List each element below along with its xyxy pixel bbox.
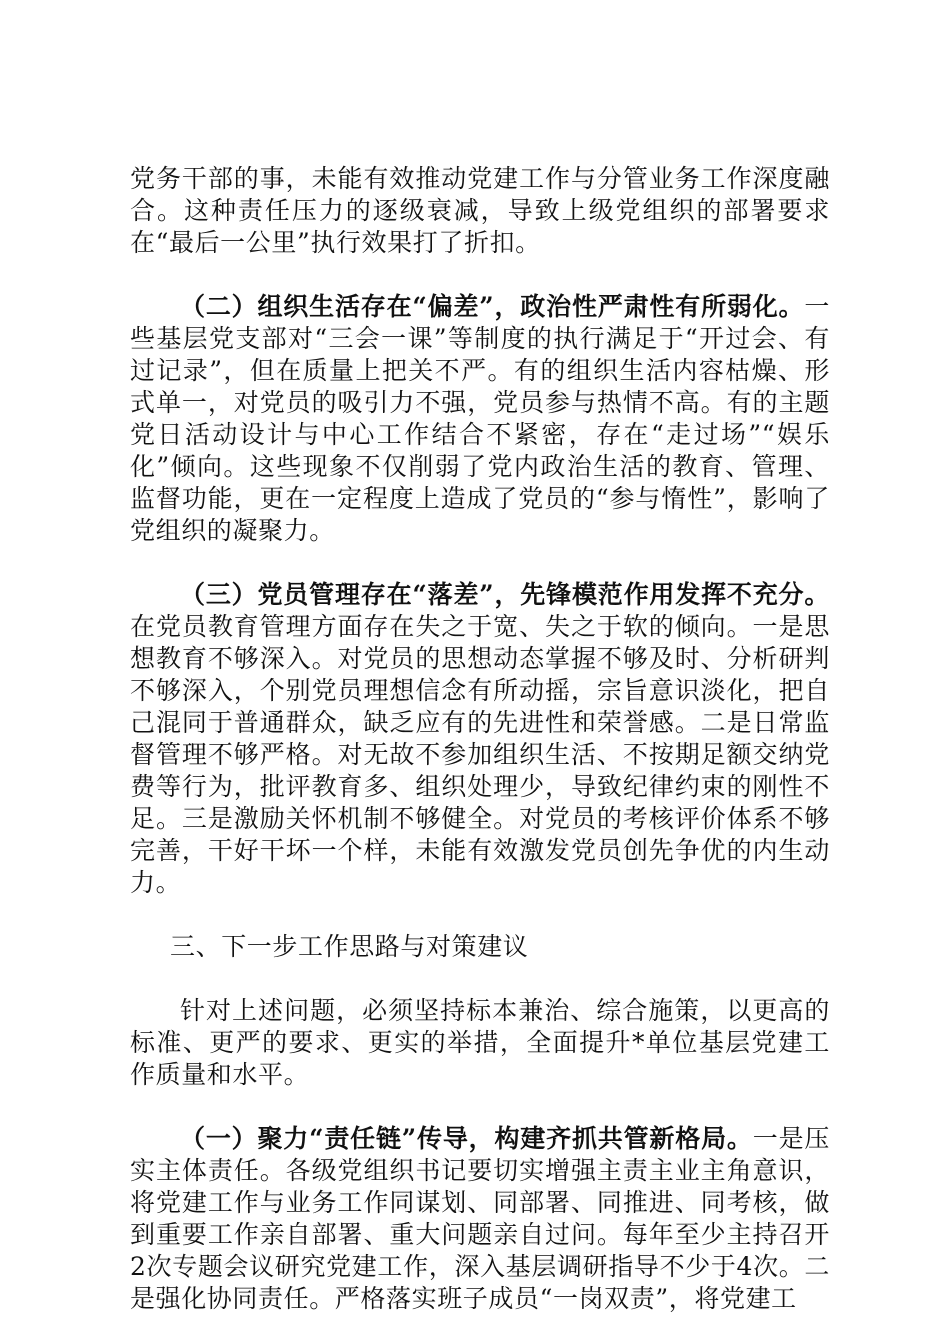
paragraph-text: 一是压实主体责任。各级党组织书记要切实增强主责主业主角意识，将党建工作与业务工作同谋划、同部署、同推进、同考核，做到重要工作亲自部署、重大问题亲自过问。每年至少主持召开2次专题会议研究党建工作，深入基层调研指导不少于4次。二是强化协同责任。严格落实班子成员“一岗双责”，将党建工 xyxy=(130,1124,831,1313)
paragraph-text: 在党员教育管理方面存在失之于宽、失之于软的倾向。一是思想教育不够深入。对党员的思想动态掌握不够及时、分析研判不够深入，个别党员理想信念有所动摇，宗旨意识淡化，把自己混同于普通群众，缺乏应有的先进性和荣誉感。二是日常监督管理不够严格。对无故不参加组织生活、不按期足额交纳党费等行为，批评教育多、组织处理少，导致纪律约束的刚性不足。三是激励关怀机制不够健全。对党员的考核评价体系不够完善，干好干坏一个样，未能有效激发党员创先争优的内生动力。 xyxy=(130,612,830,897)
paragraph-2 xyxy=(130,291,830,547)
paragraph-lead-heading: （一）聚力“责任链”传导，构建齐抓共管新格局。 xyxy=(180,1124,753,1153)
paragraph-text: 一些基层党支部对“三会一课”等制度的执行满足于“开过会、有过记录”，但在质量上把关不严。有的组织生活内容枯燥、形式单一，对党员的吸引力不强，党员参与热情不高。有的主题党日活动设计与中心工作结合不紧密，存在“走过场”“娱乐化”倾向。这些现象不仅削弱了党内政治生活的教育、管理、监督功能，更在一定程度上造成了党员的“参与惰性”，影响了党组织的凝聚力。 xyxy=(130,292,830,545)
paragraph-text: 针对上述问题，必须坚持标本兼治、综合施策，以更高的标准、更严的要求、更实的举措，全面提升*单位基层党建工作质量和水平。 xyxy=(130,996,830,1089)
paragraph-1 xyxy=(130,163,830,259)
paragraph-5 xyxy=(130,1123,830,1315)
paragraph-text: 党务干部的事，未能有效推动党建工作与分管业务工作深度融合。这种责任压力的逐级衰减，导致上级党组织的部署要求在“最后一公里”执行效果打了折扣。 xyxy=(130,164,830,257)
section-heading: 三、下一步工作思路与对策建议 xyxy=(170,932,529,961)
paragraph-lead-heading: （三）党员管理存在“落差”，先锋模范作用发挥不充分。 xyxy=(180,580,830,609)
paragraph-3 xyxy=(130,579,830,899)
document-page xyxy=(130,163,830,1315)
paragraph-lead-heading: （二）组织生活存在“偏差”，政治性严肃性有所弱化。 xyxy=(180,292,805,321)
paragraph-4 xyxy=(130,995,830,1091)
